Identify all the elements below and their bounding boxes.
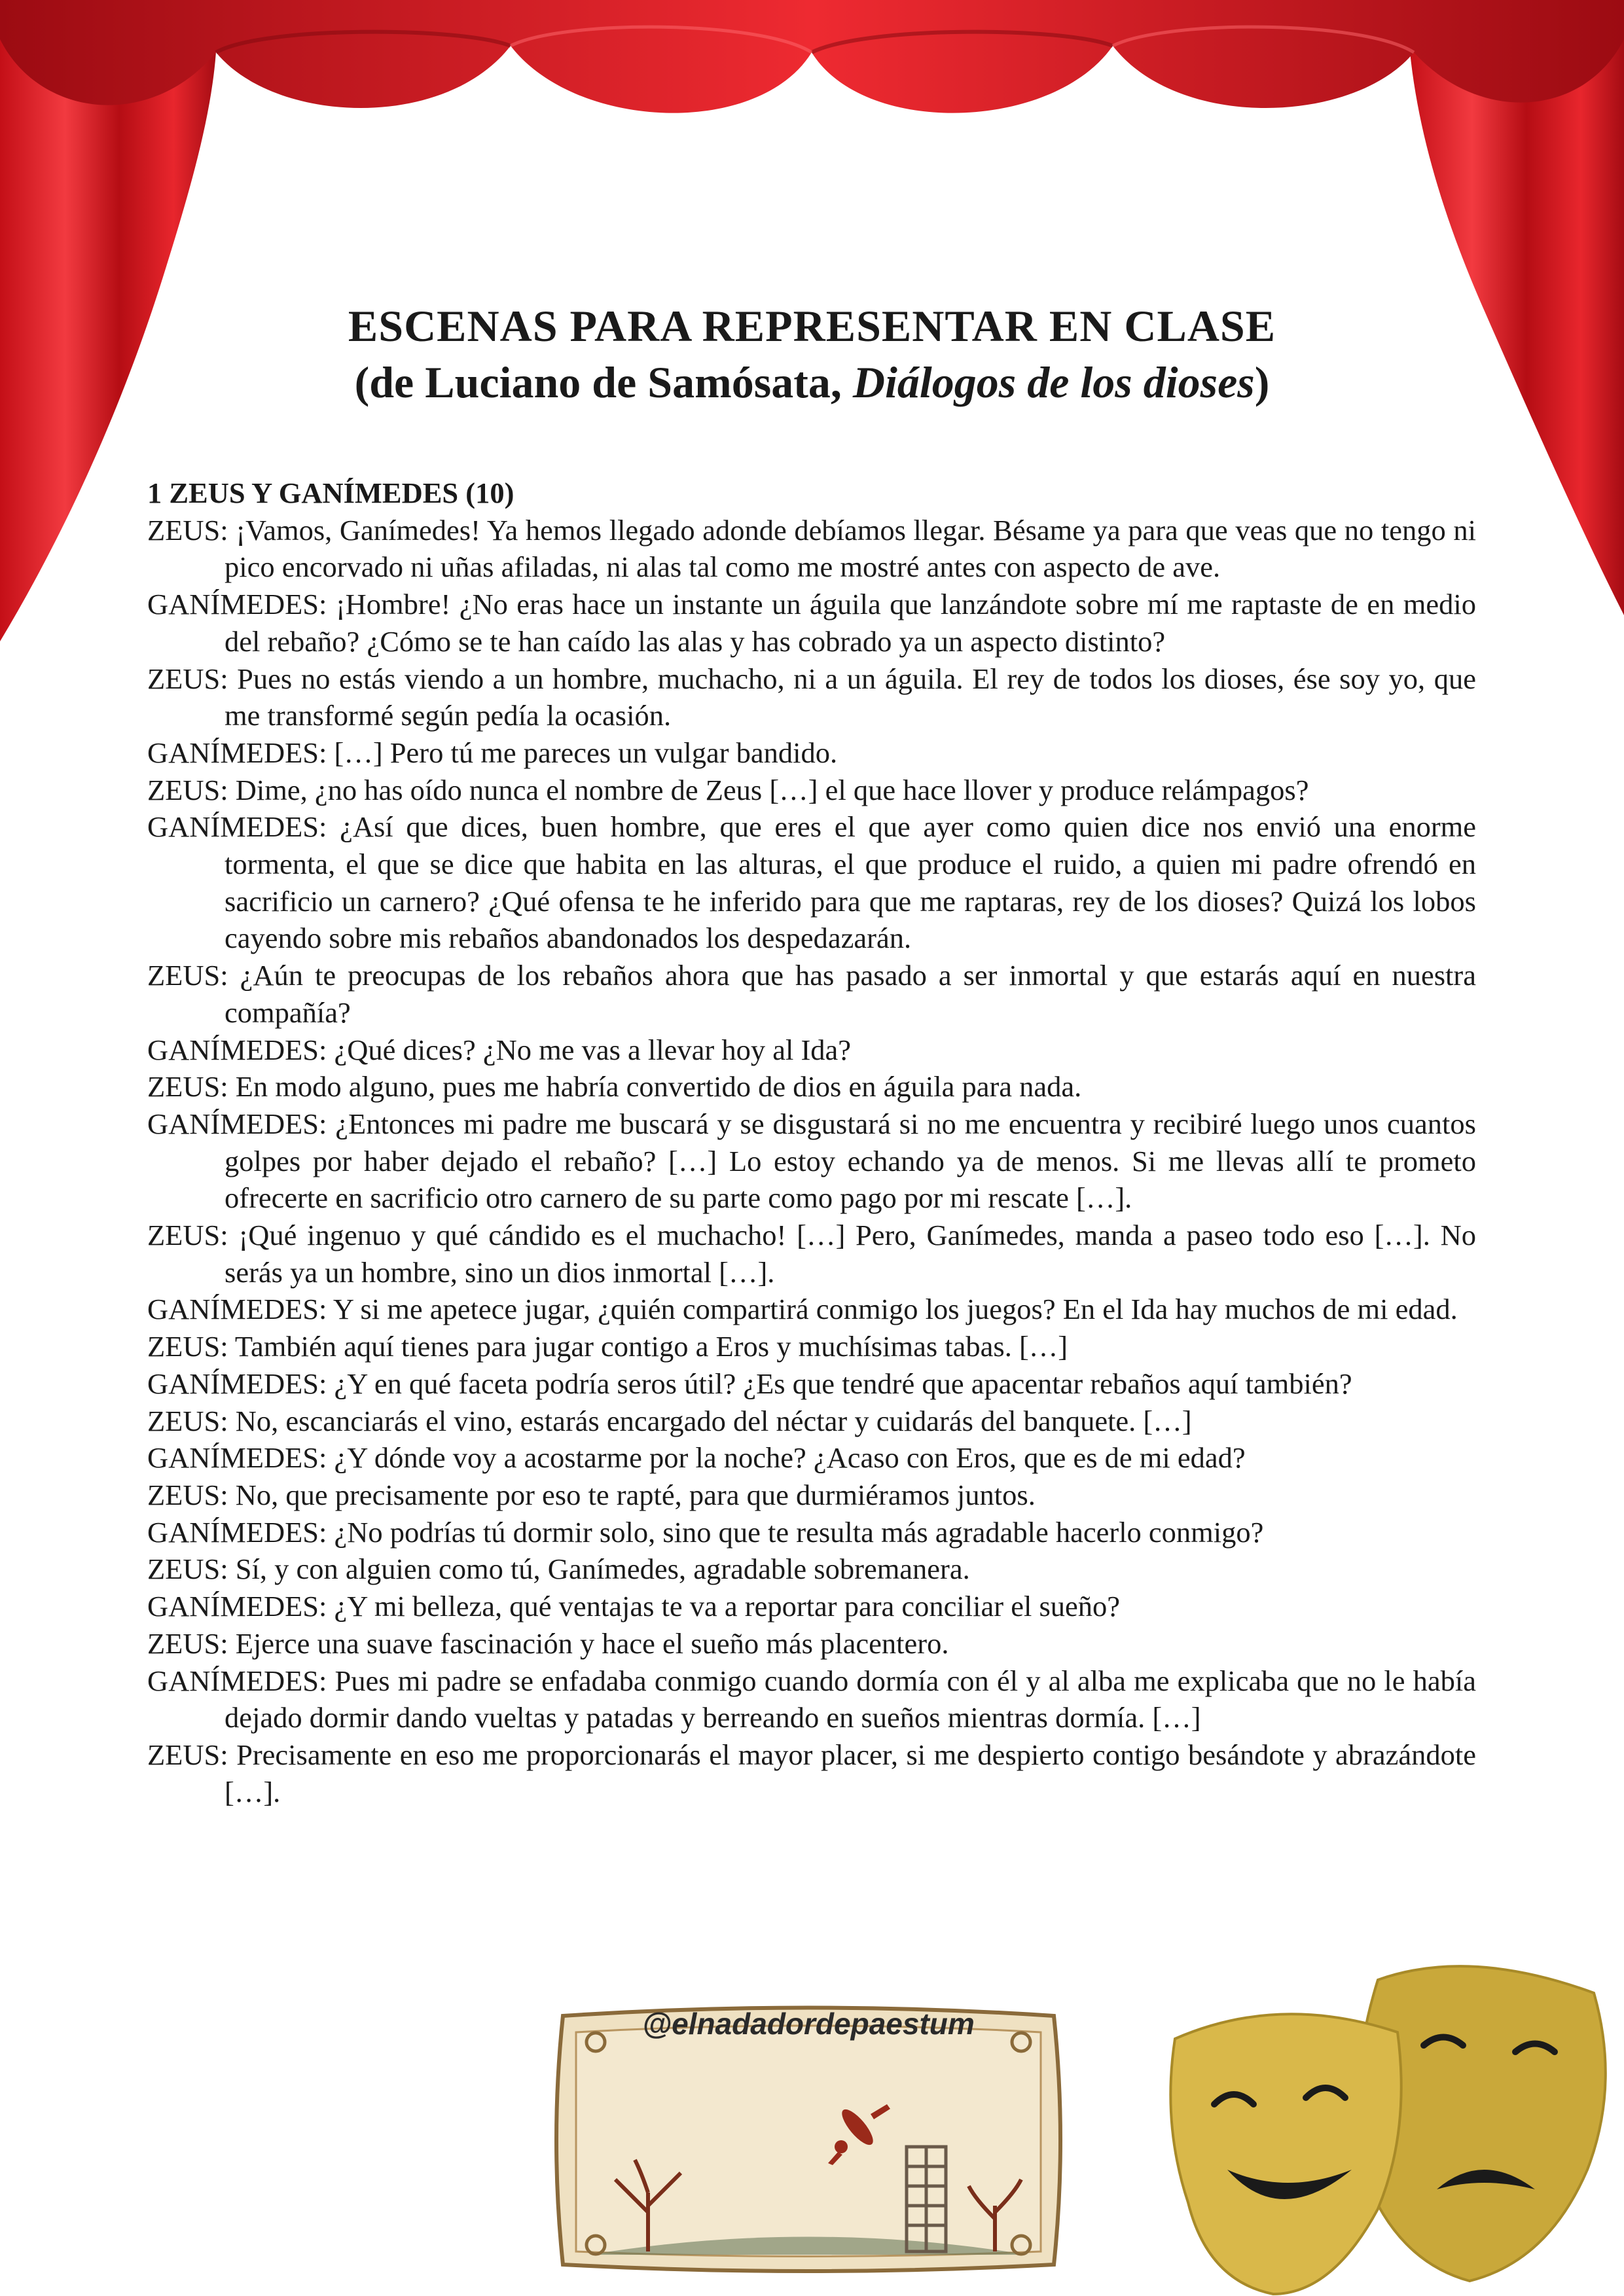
dialogue-line: GANÍMEDES: Pues mi padre se enfadaba conmigo cuando dormía con él y al alba me explicaba que no le había dejado dormir dando vueltas y patadas y berreando en sueños mientras dormía. […] [147,1664,1476,1734]
dialogue-line: ZEUS: ¡Vamos, Ganímedes! Ya hemos llegado adonde debíamos llegar. Bésame ya para que veas que no tengo ni pico encorvado ni uñas afiladas, ni alas tal como me mostré antes con aspecto de ave. [147,513,1476,584]
dialogue-line: ZEUS: ¿Aún te preocupas de los rebaños ahora que has pasado a ser inmortal y que estarás aquí en nuestra compañía? [147,959,1476,1029]
page-title [0,298,1624,410]
dialogue-line: GANÍMEDES: ¿Y en qué faceta podría seros útil? ¿Es que tendré que apacentar rebaños aquí también? [147,1367,1352,1400]
dialogue-line: GANÍMEDES: ¿Qué dices? ¿No me vas a llevar hoy al Ida? [147,1033,852,1066]
title-line-2-suffix: ) [1254,357,1270,407]
dialogue-line: GANÍMEDES: ¿No podrías tú dormir solo, sino que te resulta más agradable hacerlo conmigo? [147,1515,1264,1549]
scene-heading: 1 ZEUS Y GANÍMEDES (10) [147,476,514,509]
dialogue-line: ZEUS: Pues no estás viendo a un hombre, muchacho, ni a un águila. El rey de todos los dioses, ése soy yo, que me transformé según pedía la ocasión. [147,662,1476,732]
dialogue-line: GANÍMEDES: ¿Así que dices, buen hombre, que eres el que ayer como quien dice nos envió una enorme tormenta, el que se dice que habita en las alturas, el que produce el ruido, a quien mi padre ofrendó en sacrificio un carnero? ¿Qué ofensa te he inferido para que me raptaras, rey de los dioses? Quizá los lobos cayendo sobre mis rebaños abandonados los despedazarán. [147,810,1476,955]
dialogue-line: ZEUS: Dime, ¿no has oído nunca el nombre de Zeus […] el que hace llover y produce relámpagos? [147,773,1309,806]
dialogue-line: ZEUS: Sí, y con alguien como tú, Ganímedes, agradable sobremanera. [147,1552,970,1586]
scene-text [147,475,1476,1810]
dialogue-line: ZEUS: ¡Qué ingenuo y qué cándido es el muchacho! […] Pero, Ganímedes, manda a paseo todo eso […]. No serás ya un hombre, sino un dios inmortal […]. [147,1219,1476,1289]
dialogue-line: ZEUS: Ejerce una suave fascinación y hace el sueño más placentero. [147,1626,949,1660]
dialogue-line: GANÍMEDES: ¿Entonces mi padre me buscará y se disgustará si no me encuentra y recibiré luego unos cuantos golpes por haber dejado el rebaño? […] Lo estoy echando ya de menos. Si me llevas allí te prometo ofrecerte en sacrificio otro carnero de su parte como pago por mi rescate […]. [147,1107,1476,1215]
title-line-1: ESCENAS PARA REPRESENTAR EN CLASE [348,301,1276,351]
dialogue-line: ZEUS: No, que precisamente por eso te rapté, para que durmiéramos juntos. [147,1478,1036,1511]
title-line-2 [0,354,1624,410]
author-handle: @elnadadordepaestum [642,2007,975,2041]
dialogue-line: GANÍMEDES: Y si me apetece jugar, ¿quién compartirá conmigo los juegos? En el Ida hay muchos de mi edad. [147,1293,1458,1326]
dialogue-line: ZEUS: No, escanciarás el vino, estarás encargado del néctar y cuidarás del banquete. […] [147,1404,1192,1437]
dialogue-line: ZEUS: Precisamente en eso me proporcionarás el mayor placer, si me despierto contigo besándote y abrazándote […]. [147,1738,1476,1808]
dialogue-line: GANÍMEDES: ¿Y mi belleza, qué ventajas te va a reportar para conciliar el sueño? [147,1590,1121,1623]
title-line-2-work: Diálogos de los dioses [852,357,1255,407]
comedy-tragedy-masks-icon [1162,1954,1624,2296]
dialogue-line: GANÍMEDES: ¿Y dónde voy a acostarme por la noche? ¿Acaso con Eros, que es de mi edad? [147,1441,1246,1475]
dialogue-line: ZEUS: También aquí tienes para jugar contigo a Eros y muchísimas tabas. […] [147,1330,1068,1363]
dialogue-line: GANÍMEDES: […] Pero tú me pareces un vulgar bandido. [147,736,838,769]
dialogue-line: ZEUS: En modo alguno, pues me habría convertido de dios en águila para nada. [147,1070,1082,1103]
dialogue-line: GANÍMEDES: ¡Hombre! ¿No eras hace un instante un águila que lanzándote sobre mí me raptaste de en medio del rebaño? ¿Cómo se te han caído las alas y has cobrado ya un aspecto distinto? [147,588,1476,658]
title-line-2-prefix: (de Luciano de Samósata, [354,357,853,407]
